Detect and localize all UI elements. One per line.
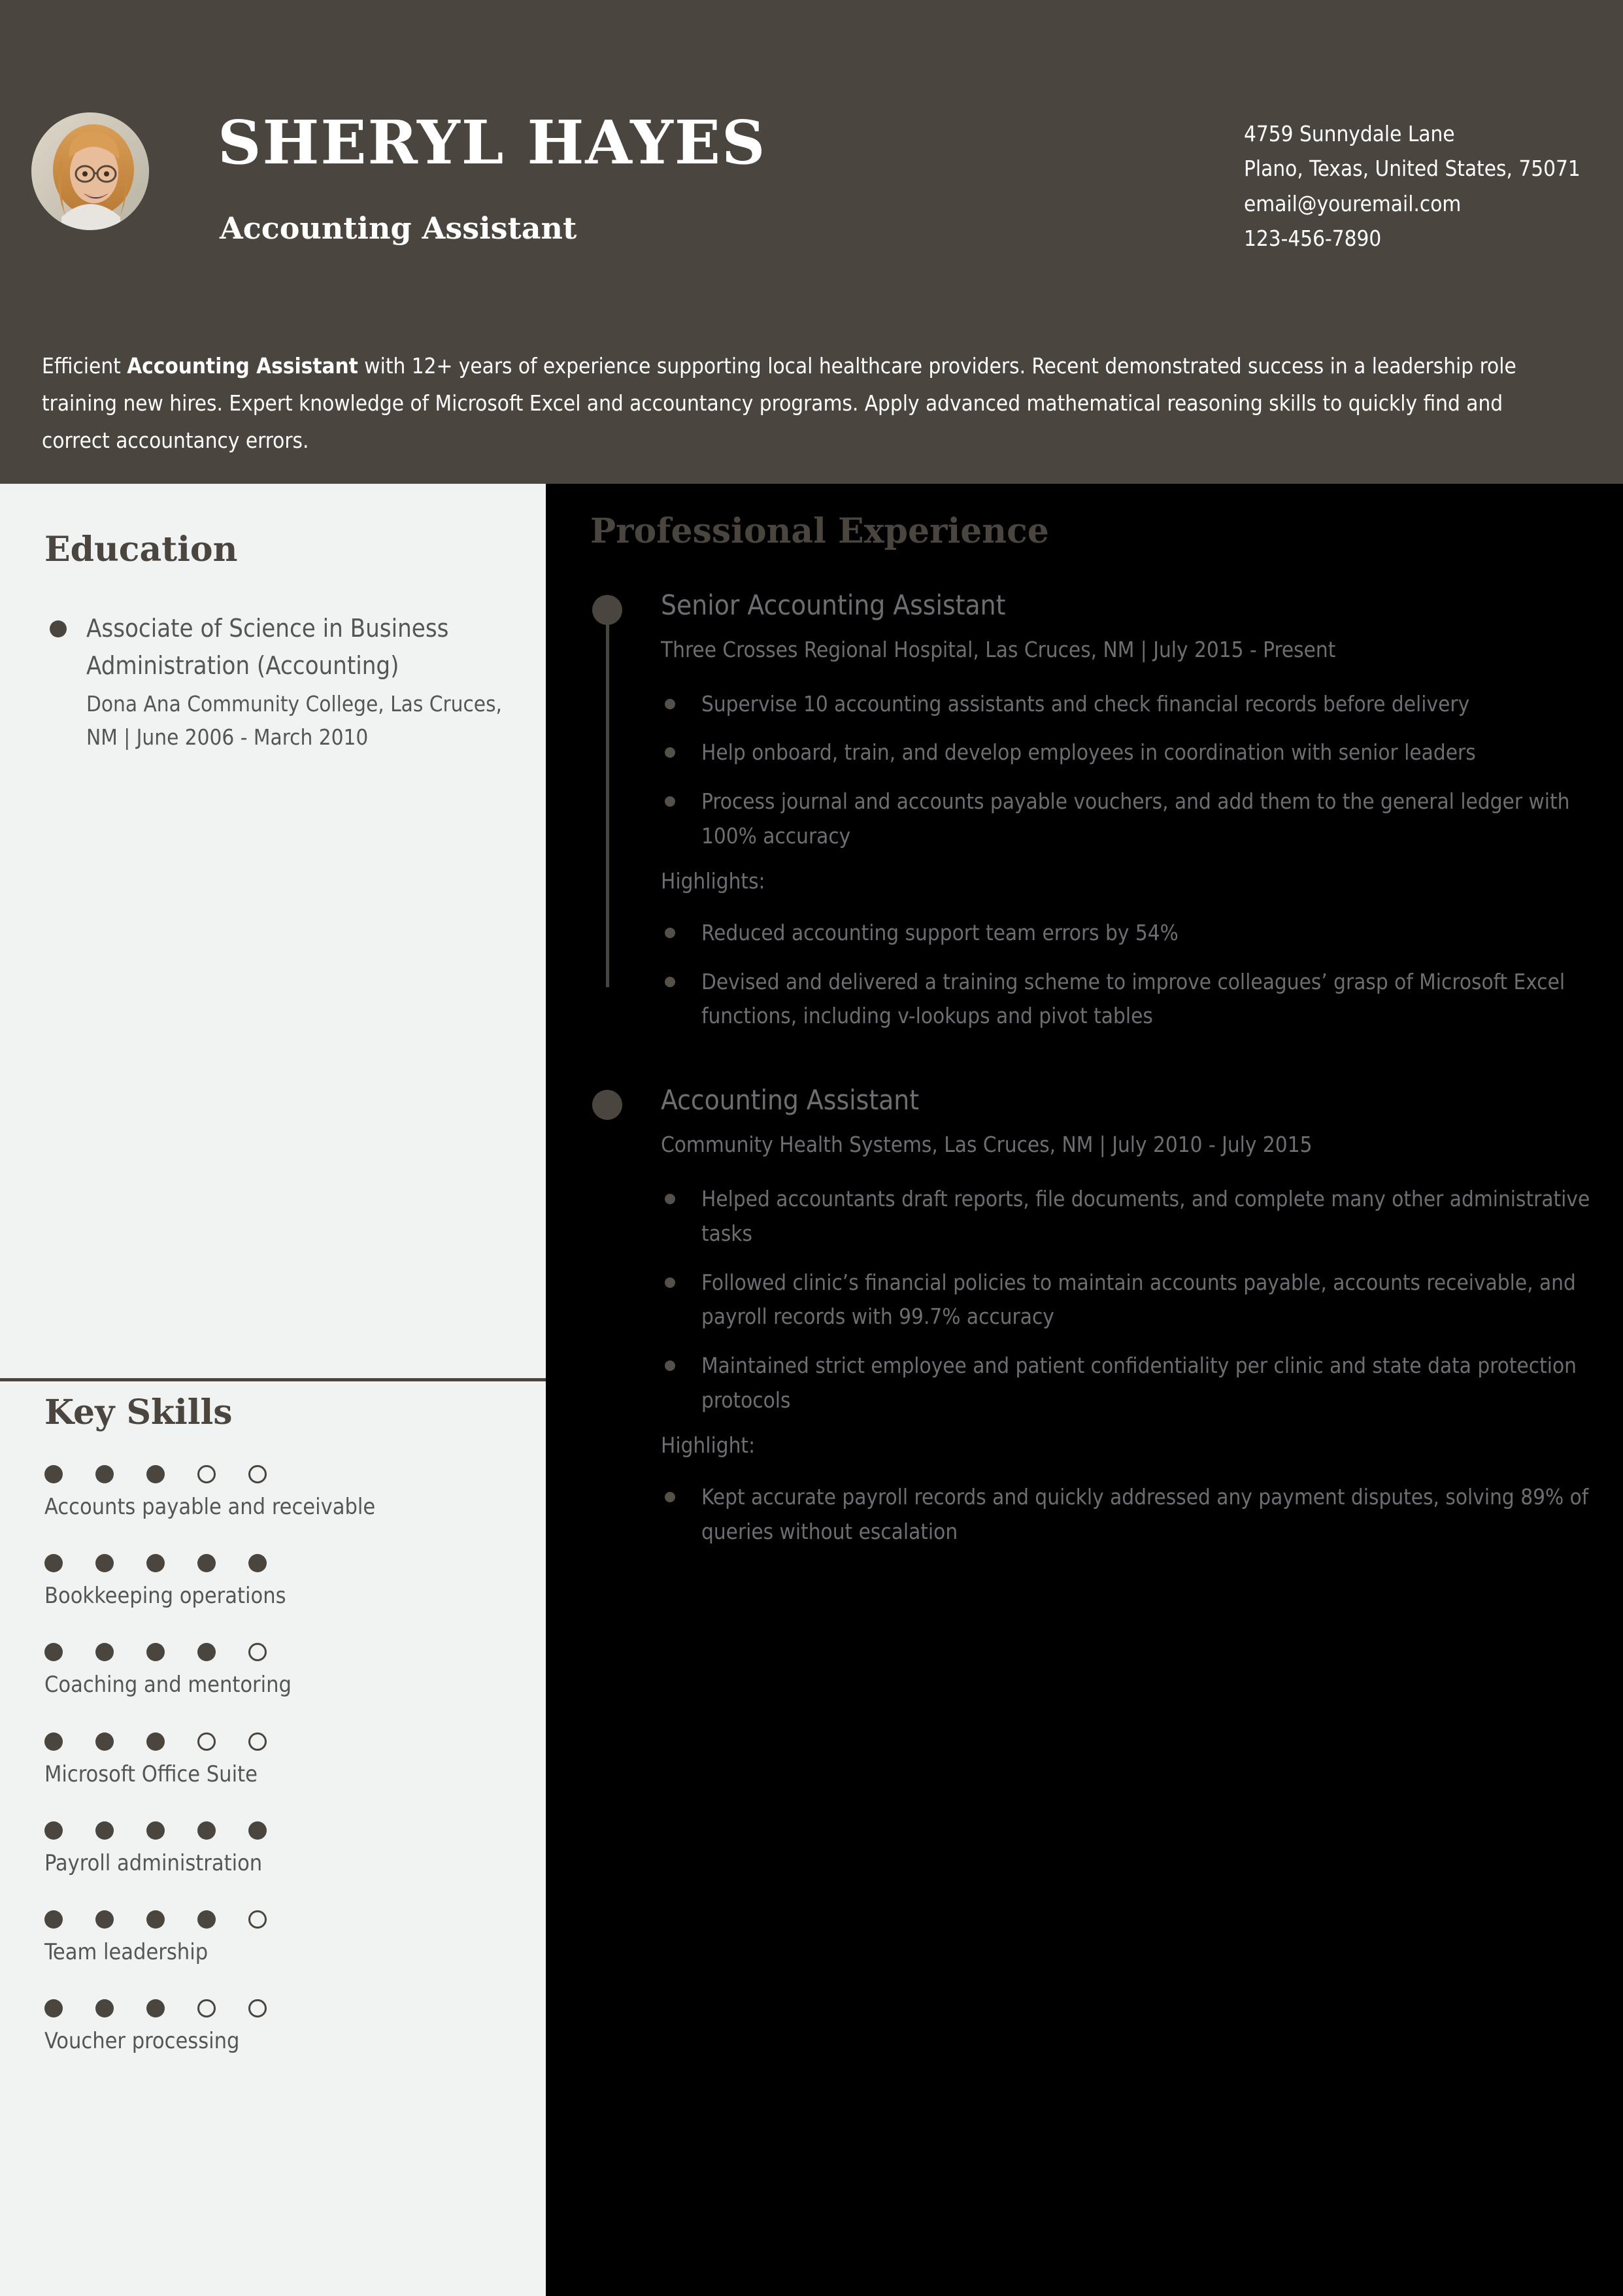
skill-row: [44, 1821, 515, 1878]
experience-list: [590, 588, 1590, 1549]
rating-dot-filled: [44, 1999, 63, 2017]
contact-email[interactable]: email@youremail.com: [1244, 190, 1462, 216]
rating-dot-filled: [146, 1643, 165, 1661]
highlight-bullet: Reduced accounting support team errors by 54%: [661, 916, 1590, 951]
rating-dot-empty: [197, 1465, 216, 1483]
list-item: [44, 610, 515, 754]
skill-label: Voucher processing: [44, 2028, 240, 2055]
rating-dot-filled: [95, 1910, 114, 1929]
rating-dot-filled: [146, 1554, 165, 1572]
job-bullet-list: [661, 687, 1590, 854]
rating-dot-empty: [248, 1732, 267, 1751]
skill-row: [44, 1643, 515, 1699]
rating-dot-filled: [197, 1821, 216, 1840]
highlight-bullet: Kept accurate payroll records and quickly addressed any payment disputes, solving 89% of queries without escalation: [661, 1480, 1590, 1549]
rating-dot-empty: [197, 1999, 216, 2017]
rating-dot-filled: [95, 1821, 114, 1840]
experience-entry: [590, 588, 1590, 1034]
rating-dot-empty: [197, 1732, 216, 1751]
rating-dot-filled: [44, 1554, 63, 1572]
sidebar-divider: [0, 1378, 546, 1381]
rating-dot-empty: [248, 1465, 267, 1483]
rating-dot-empty: [248, 1999, 267, 2017]
rating-dot-filled: [146, 1999, 165, 2017]
summary-bold: Accounting Assistant: [127, 353, 358, 379]
key-skills-section: [44, 1393, 515, 2055]
job-bullet: Followed clinic’s financial policies to maintain accounts payable, accounts receivable, and payroll records with 99.7% accuracy: [661, 1266, 1590, 1335]
skill-row: [44, 1465, 515, 1521]
skill-rating: [44, 1643, 515, 1661]
rating-dot-filled: [248, 1554, 267, 1572]
rating-dot-filled: [95, 1643, 114, 1661]
key-skills-list: [44, 1465, 515, 2055]
job-bullet: Process journal and accounts payable vouchers, and add them to the general ledger with 100% accuracy: [661, 785, 1590, 854]
avatar: [31, 112, 149, 230]
job-bullet: Help onboard, train, and develop employees in coordination with senior leaders: [661, 735, 1590, 770]
rating-dot-filled: [95, 1732, 114, 1751]
summary-after: with 12+ years of experience supporting local healthcare providers. Recent demonstrated success in a leadership role training new hires. Expert knowledge of Microsoft Excel and accountancy programs. Apply advanced mathematical reasoning skills to quickly find and correct accountancy errors.: [42, 353, 1516, 453]
job-meta: Community Health Systems, Las Cruces, NM | July 2010 - July 2015: [661, 1131, 1313, 1157]
contact-phone[interactable]: 123-456-7890: [1244, 226, 1382, 252]
rating-dot-filled: [44, 1643, 63, 1661]
rating-dot-empty: [248, 1643, 267, 1661]
rating-dot-filled: [197, 1643, 216, 1661]
rating-dot-filled: [146, 1732, 165, 1751]
highlights-label: Highlights:: [661, 868, 765, 894]
timeline-dot-icon: [592, 1090, 622, 1120]
bullet-icon: [50, 620, 67, 637]
rating-dot-filled: [146, 1910, 165, 1929]
job-bullet: Supervise 10 accounting assistants and check financial records before delivery: [661, 687, 1590, 722]
highlight-bullet: Devised and delivered a training scheme to improve colleagues’ grasp of Microsoft Excel functions, including v-lookups and pivot tables: [661, 965, 1590, 1034]
education-section: [44, 530, 515, 754]
experience-heading: Professional Experience: [590, 511, 1049, 551]
rating-dot-filled: [95, 1999, 114, 2017]
page-title: SHERYL HAYES: [218, 107, 767, 178]
skill-rating: [44, 1732, 515, 1751]
skill-row: [44, 1999, 515, 2055]
sidebar: [0, 484, 546, 2296]
education-list: [44, 610, 515, 754]
skill-label: Payroll administration: [44, 1849, 263, 1876]
skill-row: [44, 1554, 515, 1610]
rating-dot-filled: [95, 1465, 114, 1483]
skill-row: [44, 1732, 515, 1789]
rating-dot-empty: [248, 1910, 267, 1929]
summary-before: Efficient: [42, 353, 127, 379]
skill-rating: [44, 1554, 515, 1572]
rating-dot-filled: [44, 1821, 63, 1840]
rating-dot-filled: [44, 1732, 63, 1751]
skill-rating: [44, 1910, 515, 1929]
main-content: [546, 484, 1623, 2296]
contact-city: Plano, Texas, United States, 75071: [1244, 156, 1581, 182]
rating-dot-filled: [197, 1554, 216, 1572]
skill-label: Microsoft Office Suite: [44, 1761, 258, 1787]
rating-dot-filled: [248, 1821, 267, 1840]
job-meta: Three Crosses Regional Hospital, Las Cruces, NM | July 2015 - Present: [661, 636, 1336, 662]
skill-label: Bookkeeping operations: [44, 1583, 286, 1610]
skill-label: Coaching and mentoring: [44, 1672, 292, 1698]
professional-summary: [42, 348, 1565, 459]
job-role: Senior Accounting Assistant: [661, 589, 1006, 621]
timeline-dot-icon: [592, 595, 622, 625]
experience-timeline: [590, 588, 1590, 1563]
contact-address: 4759 Sunnydale Lane: [1244, 121, 1455, 146]
skill-rating: [44, 1821, 515, 1840]
rating-dot-filled: [44, 1465, 63, 1483]
skill-rating: [44, 1999, 515, 2017]
skill-row: [44, 1910, 515, 1967]
job-role: Accounting Assistant: [661, 1084, 920, 1117]
skill-label: Accounts payable and receivable: [44, 1494, 376, 1520]
highlights-label: Highlight:: [661, 1432, 756, 1458]
rating-dot-filled: [95, 1554, 114, 1572]
rating-dot-filled: [146, 1821, 165, 1840]
contact-block: [1244, 116, 1584, 256]
resume-header: [0, 0, 1623, 484]
header-job-title: Accounting Assistant: [220, 211, 577, 246]
rating-dot-filled: [146, 1465, 165, 1483]
rating-dot-filled: [44, 1910, 63, 1929]
job-bullet-list: [661, 1182, 1590, 1418]
job-bullet: Helped accountants draft reports, file documents, and complete many other administrative tasks: [661, 1182, 1590, 1251]
rating-dot-filled: [197, 1910, 216, 1929]
education-heading: Education: [44, 530, 238, 569]
skill-rating: [44, 1465, 515, 1483]
education-degree: Associate of Science in Business Administration (Accounting): [86, 614, 449, 680]
key-skills-heading: Key Skills: [44, 1393, 233, 1432]
job-bullet: Maintained strict employee and patient confidentiality per clinic and state data protection protocols: [661, 1349, 1590, 1418]
experience-entry: [590, 1083, 1590, 1549]
highlight-list: [661, 916, 1590, 1034]
skill-label: Team leadership: [44, 1938, 209, 1965]
highlight-list: [661, 1480, 1590, 1549]
education-meta: Dona Ana Community College, Las Cruces, NM | June 2006 - March 2010: [86, 691, 502, 751]
